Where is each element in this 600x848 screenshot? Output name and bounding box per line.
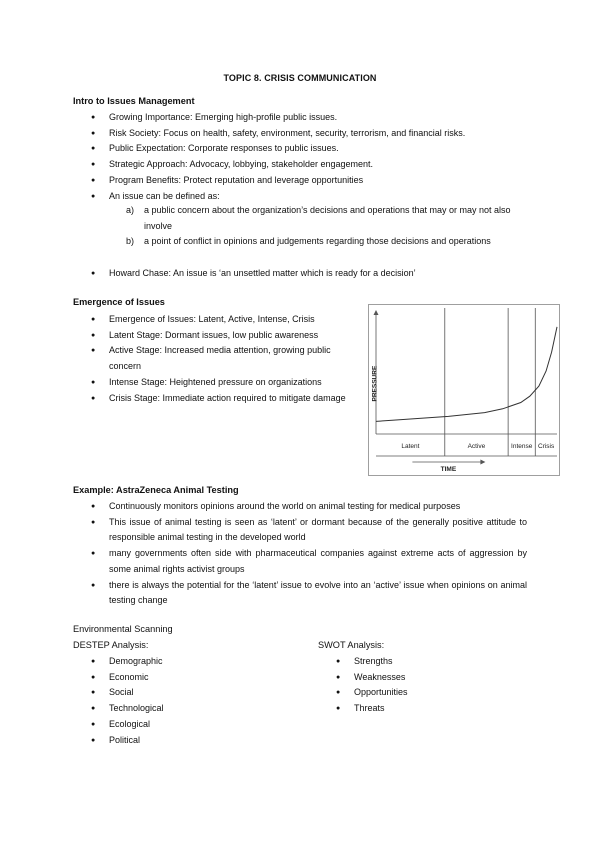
list-item: ● This issue of animal testing is seen as ‘latent’ or dormant because of the generally positive attitude to responsible animal testing in the developed world [91, 515, 527, 546]
list-item: ● there is always the potential for the ‘latent’ issue to evolve into an ‘active’ issue when opinions on animal testing change [91, 578, 527, 609]
list-item: ● Ecological [91, 717, 291, 733]
destep-label: DESTEP Analysis: [73, 640, 149, 650]
list-item: ● Public Expectation: Corporate responses to public issues. [91, 141, 531, 157]
sub-item-text: a point of conflict in opinions and judgements regarding those decisions and operations [144, 236, 491, 246]
destep-list [91, 654, 291, 748]
list-item: ● Crisis Stage: Immediate action required to mitigate damage [91, 391, 361, 407]
list-item: ● Weaknesses [336, 670, 536, 686]
y-axis-label: PRESSURE [371, 365, 379, 402]
list-item: ● Program Benefits: Protect reputation and leverage opportunities [91, 173, 531, 189]
sub-item-label: a) [126, 205, 135, 215]
stage-label: Crisis [538, 443, 555, 450]
scanning-heading: Environmental Scanning [73, 624, 173, 634]
list-item: ● Economic [91, 670, 291, 686]
intro-bullet-list-end [91, 266, 531, 282]
issue-lifecycle-chart [368, 304, 560, 476]
emergence-bullet-list [91, 312, 361, 406]
list-item: ● many governments often side with pharmaceutical companies against extreme acts of aggression by some animal rights activist groups [91, 546, 527, 577]
stage-label: Active [467, 443, 486, 450]
list-item: ● Strengths [336, 654, 536, 670]
list-item: ● Emergence of Issues: Latent, Active, Intense, Crisis [91, 312, 361, 328]
list-item: ● Social [91, 685, 291, 701]
emergence-heading: Emergence of Issues [73, 297, 165, 307]
list-item: ● Opportunities [336, 685, 536, 701]
sub-item-text: a public concern about the organization’s decisions and operations that may or may not also involve [144, 205, 511, 231]
sub-item-a [126, 203, 526, 234]
intro-heading: Intro to Issues Management [73, 96, 195, 106]
swot-label: SWOT Analysis: [318, 640, 385, 650]
list-item: ● Active Stage: Increased media attention, growing public concern [91, 343, 361, 374]
list-item: ● Threats [336, 701, 536, 717]
list-item: ● Latent Stage: Dormant issues, low public awareness [91, 328, 361, 344]
list-item: ● Continuously monitors opinions around the world on animal testing for medical purposes [91, 499, 527, 515]
list-item: ● An issue can be defined as: [91, 189, 531, 205]
x-axis-label: TIME [440, 466, 457, 473]
list-item: ● Howard Chase: An issue is ‘an unsettled matter which is ready for a decision’ [91, 266, 531, 282]
list-item: ● Growing Importance: Emerging high-profile public issues. [91, 110, 531, 126]
list-item: ● Risk Society: Focus on health, safety, environment, security, terrorism, and financial risks. [91, 126, 531, 142]
list-item: ● Strategic Approach: Advocacy, lobbying, stakeholder engagement. [91, 157, 531, 173]
list-item: ● Intense Stage: Heightened pressure on organizations [91, 375, 361, 391]
example-bullet-list [91, 499, 527, 609]
list-item: ● Technological [91, 701, 291, 717]
intro-bullet-list [91, 110, 531, 204]
stage-label: Latent [401, 443, 420, 450]
stage-label: Intense [511, 443, 533, 450]
swot-list [336, 654, 536, 717]
sub-item-b [126, 234, 526, 250]
example-heading: Example: AstraZeneca Animal Testing [73, 485, 239, 495]
page-title: TOPIC 8. CRISIS COMMUNICATION [223, 73, 377, 83]
list-item: ● Demographic [91, 654, 291, 670]
list-item: ● Political [91, 733, 291, 749]
sub-item-label: b) [126, 236, 135, 246]
